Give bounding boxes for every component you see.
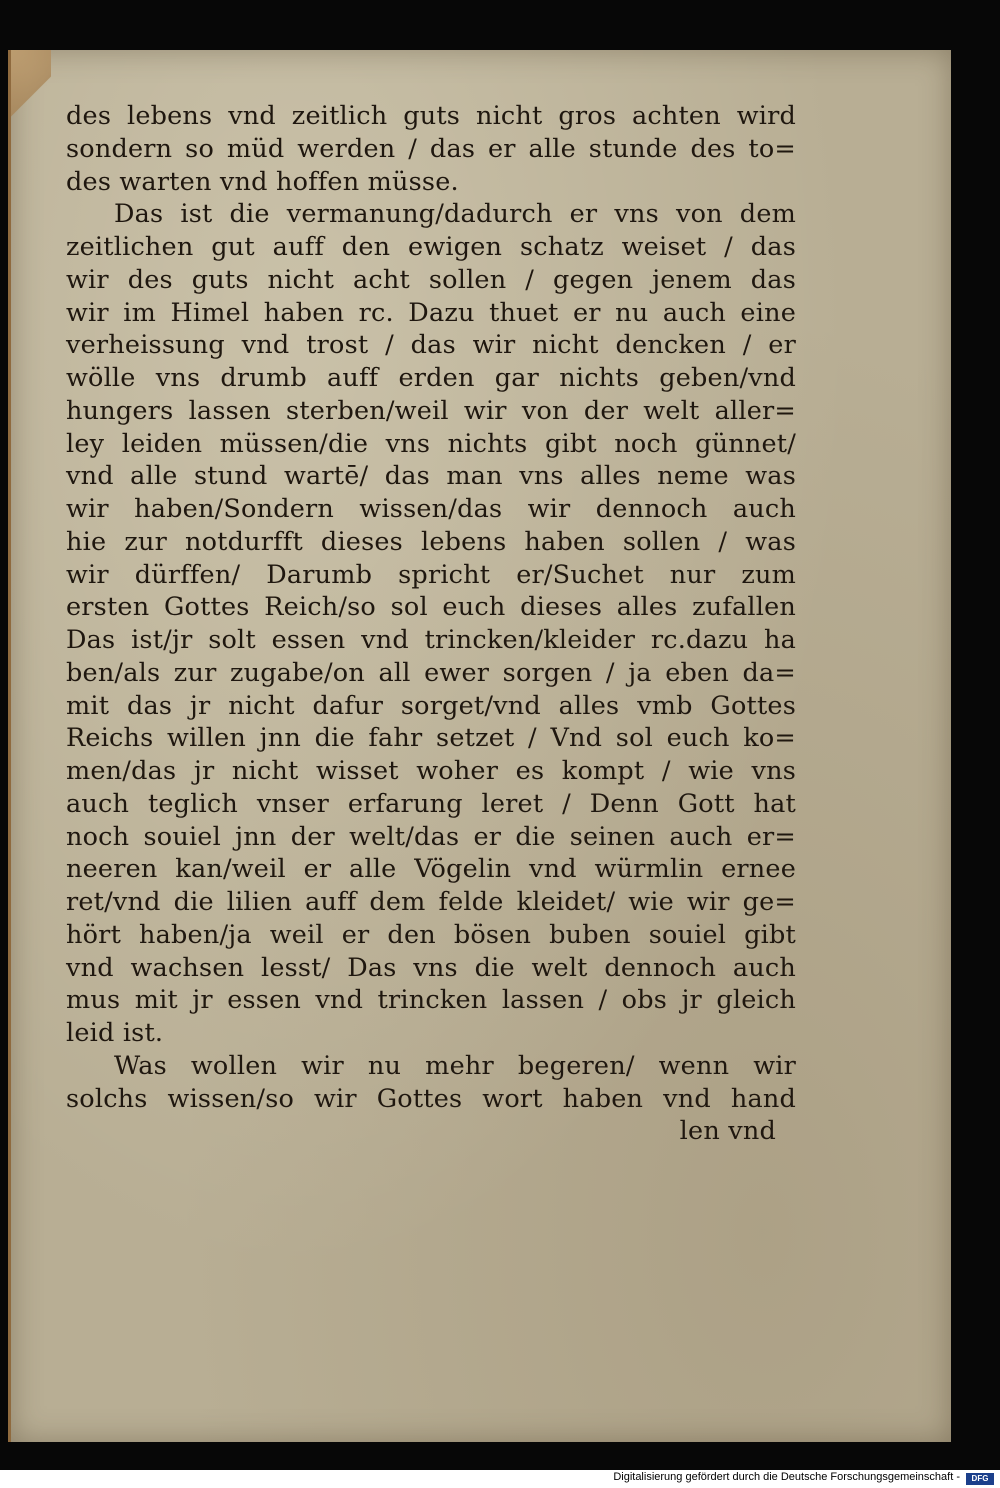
footer-bar [0, 1470, 1000, 1488]
text-line-3: des warten vnd hoffen müsse. [66, 166, 459, 197]
text-line-21: men/das jr nicht wisset woher es kompt / wie vns [66, 756, 796, 786]
text-line-13: wir haben/Sondern wissen/das wir dennoch auch [66, 494, 796, 524]
text-line-4: Das ist die vermanung/dadurch er vns von dem [114, 199, 796, 230]
text-line-9: wölle vns drumb auff erden gar nichts geben/vnd [66, 363, 796, 393]
text-line-2: sondern so müd werden / das er alle stunde des to= [66, 133, 796, 164]
text-line-25: ret/vnd die lilien auff dem felde kleidet/ wie wir ge= [66, 887, 796, 917]
text-line-28: mus mit jr essen vnd trincken lassen / obs jr gleich [66, 985, 796, 1016]
text-line-11: ley leiden müssen/die vns nichts gibt noch günnet/ [66, 428, 796, 459]
text-line-8: verheissung vnd trost / das wir nicht dencken / er [66, 330, 796, 361]
page-corner-stain [11, 50, 51, 120]
footer-credit: Digitalisierung gefördert durch die Deutsche Forschungsgemeinschaft - [613, 1471, 960, 1483]
text-line-5: zeitlichen gut auff den ewigen schatz weiset / das [66, 232, 796, 262]
text-line-12: vnd alle stund wartē/ das man vns alles neme was [66, 461, 796, 492]
text-line-7: wir im Himel haben rc. Dazu thuet er nu auch eine [66, 297, 796, 328]
text-line-22: auch teglich vnser erfarung leret / Denn Gott hat [66, 788, 796, 819]
text-line-19: mit das jr nicht dafur sorget/vnd alles vmb Gottes [66, 690, 796, 721]
text-line-30: Was wollen wir nu mehr begeren/ wenn wir [114, 1050, 796, 1081]
text-line-29: leid ist. [66, 1018, 164, 1048]
text-line-23: noch souiel jnn der welt/das er die seinen auch er= [66, 821, 796, 852]
text-line-27: vnd wachsen lesst/ Das vns die welt dennoch auch [66, 952, 796, 983]
catchword: len vnd [679, 1116, 776, 1147]
text-line-18: ben/als zur zugabe/on all ewer sorgen / ja eben da= [66, 657, 796, 688]
text-line-20: Reichs willen jnn die fahr setzet / Vnd sol euch ko= [66, 723, 796, 754]
page-text [66, 100, 796, 1148]
text-line-15: wir dürffen/ Darumb spricht er/Suchet nur zum [66, 559, 796, 590]
text-line-26: hört haben/ja weil er den bösen buben souiel gibt [66, 919, 796, 950]
text-line-31: solchs wissen/so wir Gottes wort haben vnd hand [66, 1083, 796, 1114]
text-line-17: Das ist/jr solt essen vnd trincken/kleider rc.dazu ha [66, 625, 796, 655]
text-line-6: wir des guts nicht acht sollen / gegen jenem das [66, 264, 796, 295]
text-line-24: neeren kan/weil er alle Vögelin vnd würmlin ernee [66, 854, 796, 885]
text-line-1: des lebens vnd zeitlich guts nicht gros achten wird [66, 101, 796, 131]
text-line-10: hungers lassen sterben/weil wir von der welt aller= [66, 395, 796, 426]
dfg-logo-icon: DFG [966, 1473, 994, 1485]
text-line-14: hie zur notdurfft dieses lebens haben sollen / was [66, 526, 796, 557]
text-line-16: ersten Gottes Reich/so sol euch dieses alles zufallen [66, 592, 796, 623]
